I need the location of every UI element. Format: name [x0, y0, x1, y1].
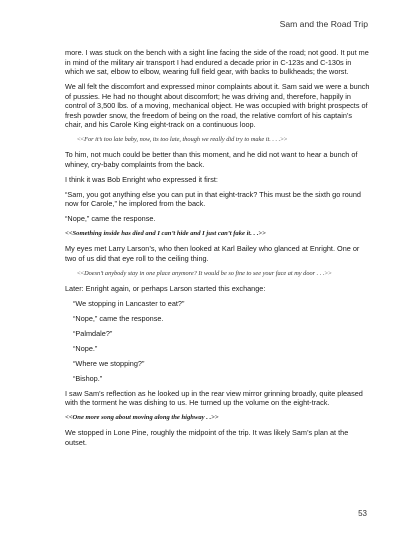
paragraph: “Sam, you got anything else you can put in that eight-track? This must be the sixth go round now for Carole,” he implored from the back.: [65, 189, 361, 208]
dialogue-line: “Nope.”: [73, 343, 98, 353]
lyric-text: One more song about moving along the highway . .: [72, 414, 212, 421]
paragraph: I saw Sam’s reflection as he looked up in the rear view mirror grinning broadly, quite pleased with the torment he was dishing to us. He turned up the volume on the eight-track.: [65, 388, 363, 407]
lyric-close-marker: >>: [211, 414, 219, 421]
paragraph: My eyes met Larry Larson’s, who then looked at Karl Bailey who glanced at Enright. One or two of us did that eye roll to the ceiling thing.: [65, 244, 360, 263]
lyric-text: Something inside has died and I can’t hide and I just can’t fake it. . .: [72, 230, 259, 237]
dialogue-line: “Where we stopping?”: [73, 358, 145, 368]
dialogue-line: “Bishop.”: [73, 373, 103, 383]
song-lyric: [65, 229, 370, 239]
dialogue-line: “Palmdale?”: [73, 328, 113, 338]
lyric-close-marker: >>: [324, 269, 332, 277]
paragraph: “Nope,” came the response.: [65, 214, 156, 223]
lyric-open-marker: <<: [65, 230, 73, 237]
paragraph: To him, not much could be better than this moment, and he did not want to hear a bunch of whiney, cry-baby complaints from the back.: [65, 150, 358, 169]
song-lyric: [65, 135, 370, 145]
song-lyric: [65, 269, 370, 279]
paragraph: We stopped in Lone Pine, roughly the midpoint of the trip. It was likely Sam’s plan at the outset.: [65, 428, 349, 447]
lyric-open-marker: <<: [65, 414, 73, 421]
song-lyric: [65, 413, 370, 423]
lyric-open-marker: <<: [77, 136, 85, 143]
paragraph: more. I was stuck on the bench with a sight line facing the side of the road; not good. It put me in mind of the military air transport I had endured a decade prior in C-123s and C-130s in which we sat, elbow to elbow, wearing full field gear, with backs to bulkheads; the worst.: [65, 48, 369, 76]
lyric-text: For it’s too late baby, now, its too late, though we really did try to make it. . . .: [84, 136, 281, 143]
paragraph: We all felt the discomfort and expressed minor complaints about it. Sam said we were a bunch of pussies. He had no thought about discomfort; he was driving and, therefore, happily in control of 3,500 lbs. of a moving, mechanical object. He was occupied with bright prospects of fresh powder snow, the freedom of being on the road, the relative comfort of his captain’s chair, and his Carole King eight-track on a continuous loop.: [65, 82, 370, 129]
lyric-close-marker: >>: [280, 136, 288, 143]
lyric-close-marker: >>: [258, 230, 267, 237]
paragraph: Later: Enright again, or perhaps Larson started this exchange:: [65, 283, 266, 293]
lyric-text: Doesn’t anybody stay in one place anymore? It would be so fine to see your face at my door . . .: [84, 269, 325, 277]
dialogue-line: “We stopping in Lancaster to eat?”: [73, 298, 185, 308]
dialogue-line: “Nope,” came the response.: [73, 313, 164, 323]
body-text: [65, 48, 370, 453]
running-head: Sam and the Road Trip: [279, 19, 368, 29]
paragraph: I think it was Bob Enright who expressed it first:: [65, 174, 218, 184]
lyric-open-marker: <<: [77, 269, 85, 277]
page-number: 53: [358, 509, 367, 518]
